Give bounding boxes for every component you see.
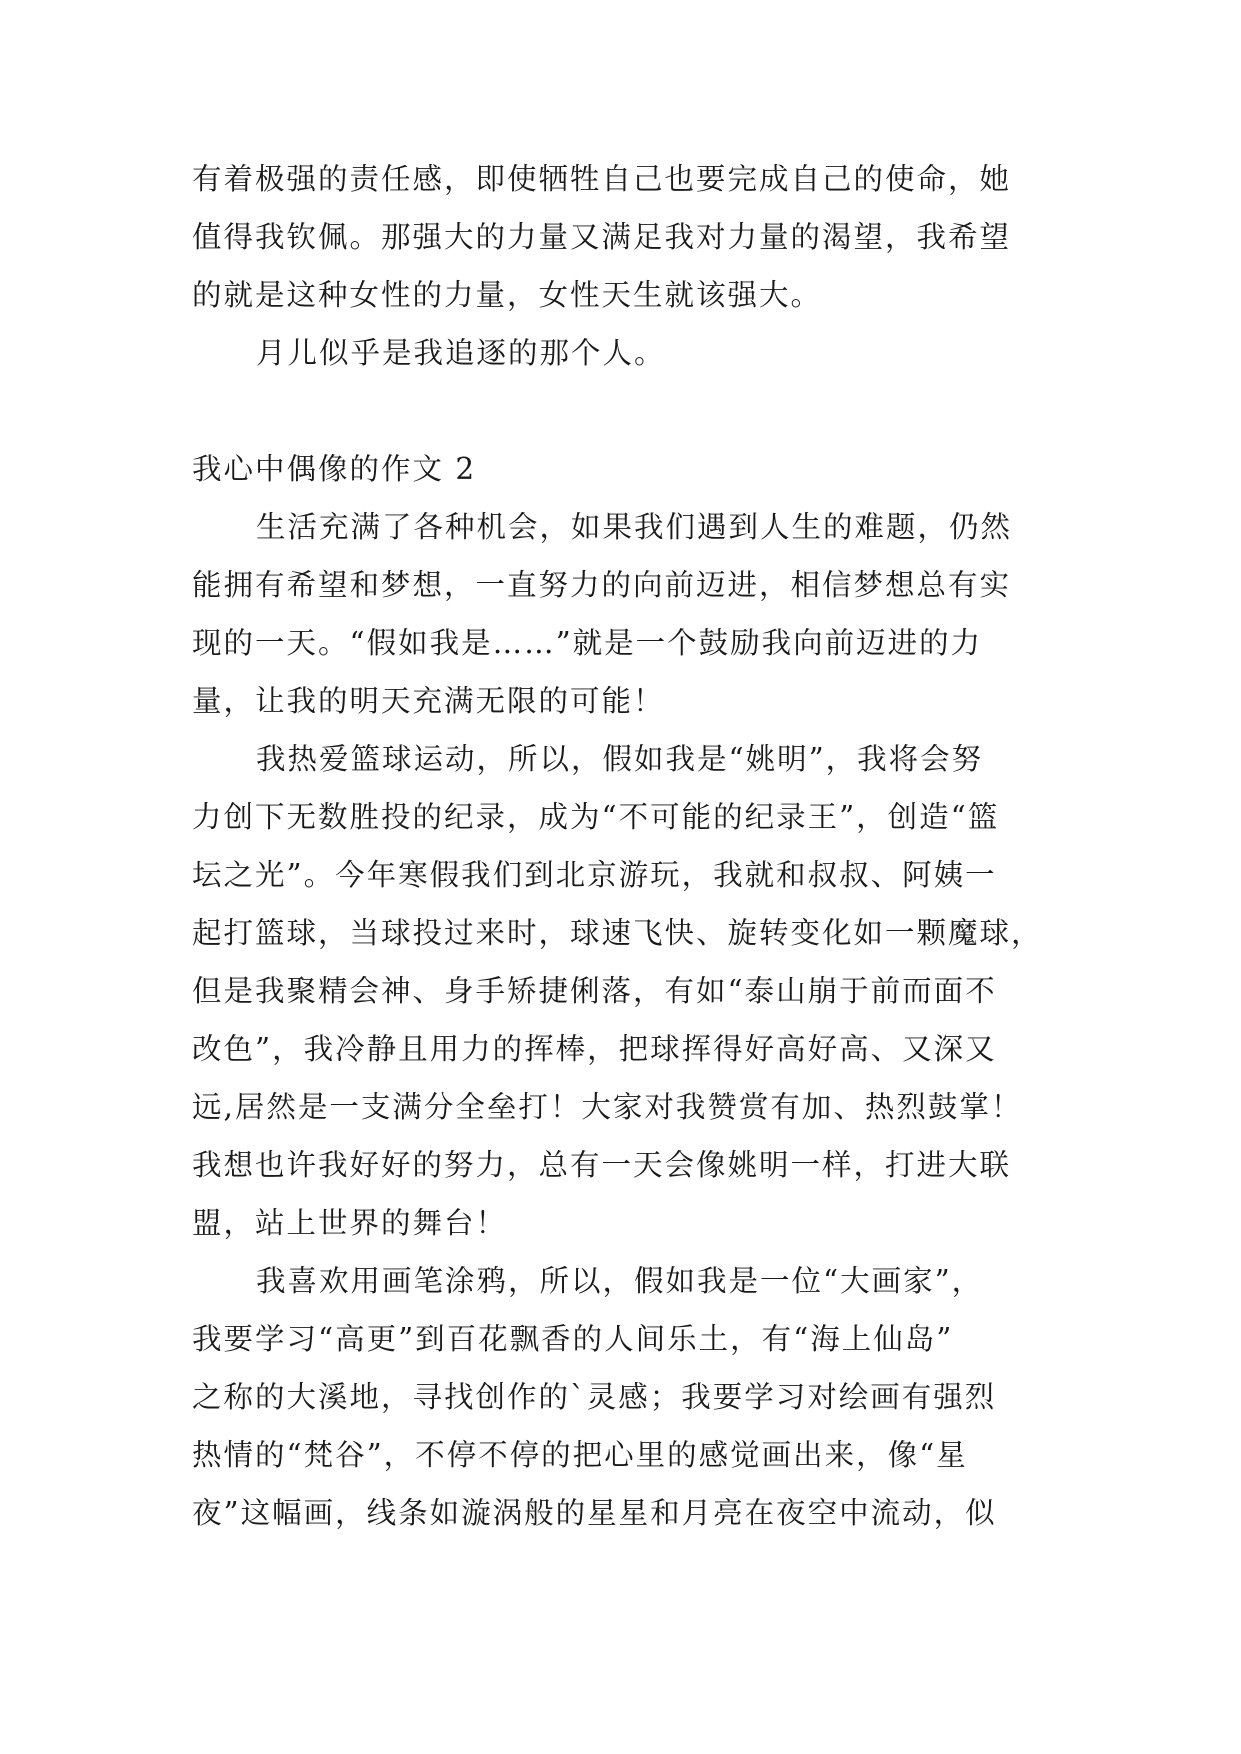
text-line: 我喜欢用画笔涂鸦，所以，假如我是一位“大画家”，	[256, 1264, 984, 1298]
text-line: 夜”这幅画，线条如漩涡般的星星和月亮在夜空中流动，似	[192, 1496, 997, 1530]
text-line: 力创下无数胜投的纪录，成为“不可能的纪录王”，创造“篮	[192, 800, 1000, 834]
text-line: 坛之光”。今年寒假我们到北京游玩，我就和叔叔、阿姨一	[192, 858, 997, 892]
text-line: 现的一天。“假如我是……”就是一个鼓励我向前迈进的力	[192, 626, 983, 660]
text-line: 之称的大溪地，寻找创作的`灵感；我要学习对绘画有强烈	[192, 1380, 997, 1414]
text-line: 改色”，我冷静且用力的挥棒，把球挥得好高好高、又深又	[192, 1032, 997, 1066]
text-line: 盟，站上世界的舞台！	[192, 1206, 508, 1240]
text-line: 我热爱篮球运动，所以，假如我是“姚明”，我将会努	[256, 742, 984, 776]
text-line: 有着极强的责任感，即使牺牲自己也要完成自己的使命，她	[192, 162, 1012, 196]
text-line: 值得我钦佩。那强大的力量又满足我对力量的渴望，我希望	[192, 220, 1012, 254]
text-line: 生活充满了各种机会，如果我们遇到人生的难题，仍然	[256, 510, 1013, 544]
text-line: 但是我聚精会神、身手矫捷俐落，有如“泰山崩于前而面不	[192, 974, 997, 1008]
text-line: 我想也许我好好的努力，总有一天会像姚明一样，打进大联	[192, 1148, 1012, 1182]
text-line: 月儿似乎是我追逐的那个人。	[256, 336, 666, 370]
text-line: 量，让我的明天充满无限的可能！	[192, 684, 665, 718]
text-line: 的就是这种女性的力量，女性天生就该强大。	[192, 278, 823, 312]
closing-paragraph	[192, 324, 1052, 382]
blank-line	[192, 382, 1052, 440]
text-line: 我要学习“高更”到百花飘香的人间乐土，有“海上仙岛”	[192, 1322, 954, 1356]
paragraph-3	[192, 1252, 1052, 1542]
text-line: 远,居然是一支满分全垒打！大家对我赞赏有加、热烈鼓掌！	[192, 1090, 1023, 1124]
document-page	[192, 150, 1052, 1542]
paragraph-1	[192, 498, 1052, 730]
intro-paragraph	[192, 150, 1052, 324]
paragraph-2	[192, 730, 1052, 1252]
text-line: 起打篮球，当球投过来时，球速飞快、旋转变化如一颗魔球，	[192, 916, 1043, 950]
section-title: 我心中偶像的作文 2	[192, 452, 477, 486]
text-line: 热情的“梵谷”，不停不停的把心里的感觉画出来，像“星	[192, 1438, 968, 1472]
text-line: 能拥有希望和梦想，一直努力的向前迈进，相信梦想总有实	[192, 568, 1012, 602]
